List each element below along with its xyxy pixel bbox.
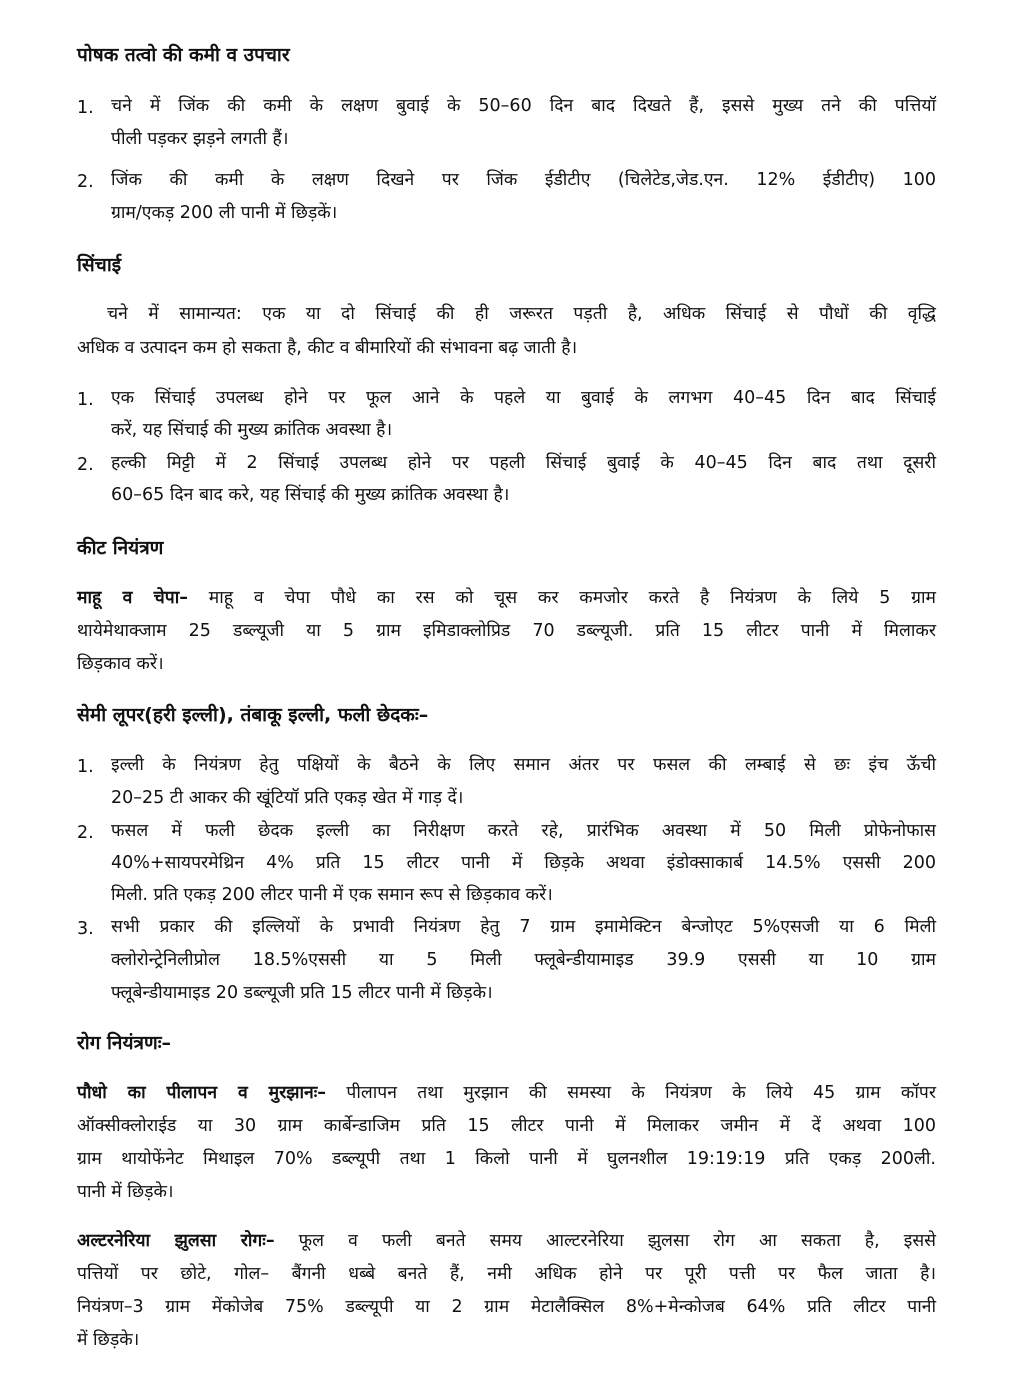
list-item-line: फ्लूबेन्डीयामाइड 20 डब्ल्यूजी प्रति 15 लीटर पानी में छिड़के। [111, 983, 493, 1003]
paragraph-text: पीलापन तथा मुरझान की समस्या के नियंत्रण के लिये 45 ग्राम कॉपर [326, 1083, 936, 1103]
heading-irrigation: सिंचाई [77, 254, 122, 276]
list-item-line: 20–25 टी आकर की खूंटियॉ प्रति एकड़ खेत में गाड़ दें। [111, 788, 464, 808]
list-item-line: हल्की मिट्टी में 2 सिंचाई उपलब्ध होने पर पहली सिंचाई बुवाई के 40–45 दिन बाद तथा दूसरी [111, 453, 936, 473]
paragraph-line: में छिड़के। [77, 1330, 140, 1350]
list-number: 3. [77, 919, 94, 939]
paragraph-line: पत्तियों पर छोटे, गोल– बैंगनी धब्बे बनते हैं, नमी अधिक होने पर पूरी पत्ती पर फैल जाता है। [77, 1264, 936, 1284]
paragraph-line: पानी में छिड़के। [77, 1182, 174, 1202]
list-item-line: इल्ली के नियंत्रण हेतु पक्षियों के बैठने के लिए समान अंतर पर फसल की लम्बाई से छः इंच ऊॅची [111, 755, 936, 775]
list-item-line: पीली पड़कर झड़ने लगती हैं। [111, 129, 289, 149]
heading-pest-control: कीट नियंत्रण [77, 537, 164, 559]
heading-disease-control: रोग नियंत्रणः– [77, 1032, 172, 1054]
list-number: 2. [77, 455, 94, 475]
paragraph-line: चने में सामान्यत: एक या दो सिंचाई की ही जरूरत पड़ती है, अधिक सिंचाई से पौधों की वृद्धि [107, 304, 936, 324]
paragraph-line: ऑक्सीक्लोराईड या 30 ग्राम कार्बेन्डाजिम प्रति 15 लीटर पानी में मिलाकर जमीन में दें अथवा 100 [77, 1116, 936, 1136]
paragraph-text: माहू व चेपा पौधे का रस को चूस कर कमजोर करते है नियंत्रण के लिये 5 ग्राम [188, 588, 936, 608]
disease-name-alternaria: अल्टरनेरिया झुलसा रोगः– [77, 1231, 275, 1251]
disease-name-wilt: पौधो का पीलापन व मुरझानः– [77, 1083, 327, 1103]
list-item-line: 40%+सायपरमेथ्रिन 4% प्रति 15 लीटर पानी में छिड़के अथवा इंडोक्साकार्ब 14.5% एससी 200 [111, 853, 936, 873]
list-item-line: चने में जिंक की कमी के लक्षण बुवाई के 50–60 दिन बाद दिखते हैं, इससे मुख्य तने की पत्तियॉ [111, 96, 936, 116]
pest-name-aphid: माहू व चेपा– [77, 588, 189, 608]
list-item-line: जिंक की कमी के लक्षण दिखने पर जिंक ईडीटीए (चिलेटेड,जेड.एन. 12% ईडीटीए) 100 [111, 170, 936, 190]
list-item-line: फसल में फली छेदक इल्ली का निरीक्षण करते रहे, प्रारंभिक अवस्था में 50 मिली प्रोफेनोफास [111, 821, 936, 841]
list-number: 2. [77, 172, 94, 192]
list-item-line: सभी प्रकार की इल्लियों के प्रभावी नियंत्रण हेतु 7 ग्राम इमामेक्टिन बेन्जोएट 5%एसजी या 6 मिली [111, 917, 936, 937]
list-number: 1. [77, 98, 94, 118]
list-item-line: मिली. प्रति एकड़ 200 लीटर पानी में एक समान रूप से छिड़काव करें। [111, 885, 553, 905]
subheading-caterpillars: सेमी लूपर(हरी इल्ली), तंबाकू इल्ली, फली छेदकः– [77, 704, 429, 726]
paragraph-line [77, 586, 936, 610]
paragraph-line: अधिक व उत्पादन कम हो सकता है, कीट व बीमारियों की संभावना बढ़ जाती है। [77, 338, 578, 358]
heading-nutrient-deficiency: पोषक तत्वो की कमी व उपचार [77, 44, 290, 66]
paragraph-line: छिड़काव करें। [77, 654, 164, 674]
paragraph-line [77, 1081, 936, 1105]
paragraph-line: ग्राम थायोफेंनेट मिथाइल 70% डब्ल्यूपी तथा 1 किलो पानी में घुलनशील 19:19:19 प्रति एकड़ 200ली. [77, 1149, 936, 1169]
list-item-line: एक सिंचाई उपलब्ध होने पर फूल आने के पहले या बुवाई के लगभग 40–45 दिन बाद सिंचाई [111, 388, 936, 408]
paragraph-text: फूल व फली बनते समय आल्टरनेरिया झुलसा रोग आ सकता है, इससे [274, 1231, 936, 1251]
list-item-line: करें, यह सिंचाई की मुख्य क्रांतिक अवस्था है। [111, 420, 393, 440]
paragraph-line [77, 1229, 936, 1253]
list-item-line: क्लोरोन्ट्रेनिलीप्रोल 18.5%एससी या 5 मिली फ्लूबेन्डीयामाइड 39.9 एससी या 10 ग्राम [111, 950, 936, 970]
list-item-line: 60–65 दिन बाद करे, यह सिंचाई की मुख्य क्रांतिक अवस्था है। [111, 485, 510, 505]
paragraph-line: थायेमेथाक्जाम 25 डब्ल्यूजी या 5 ग्राम इमिडाक्लोप्रिड 70 डब्ल्यूजी. प्रति 15 लीटर पानी में मिलाकर [77, 621, 936, 641]
list-number: 1. [77, 757, 94, 777]
list-number: 1. [77, 390, 94, 410]
paragraph-line: नियंत्रण–3 ग्राम मेंकोजेब 75% डब्ल्यूपी या 2 ग्राम मेटालैक्सिल 8%+मेन्कोजब 64% प्रति लीटर पानी [77, 1297, 936, 1317]
list-item-line: ग्राम/एकड़ 200 ली पानी में छिड़कें। [111, 203, 338, 223]
list-number: 2. [77, 823, 94, 843]
